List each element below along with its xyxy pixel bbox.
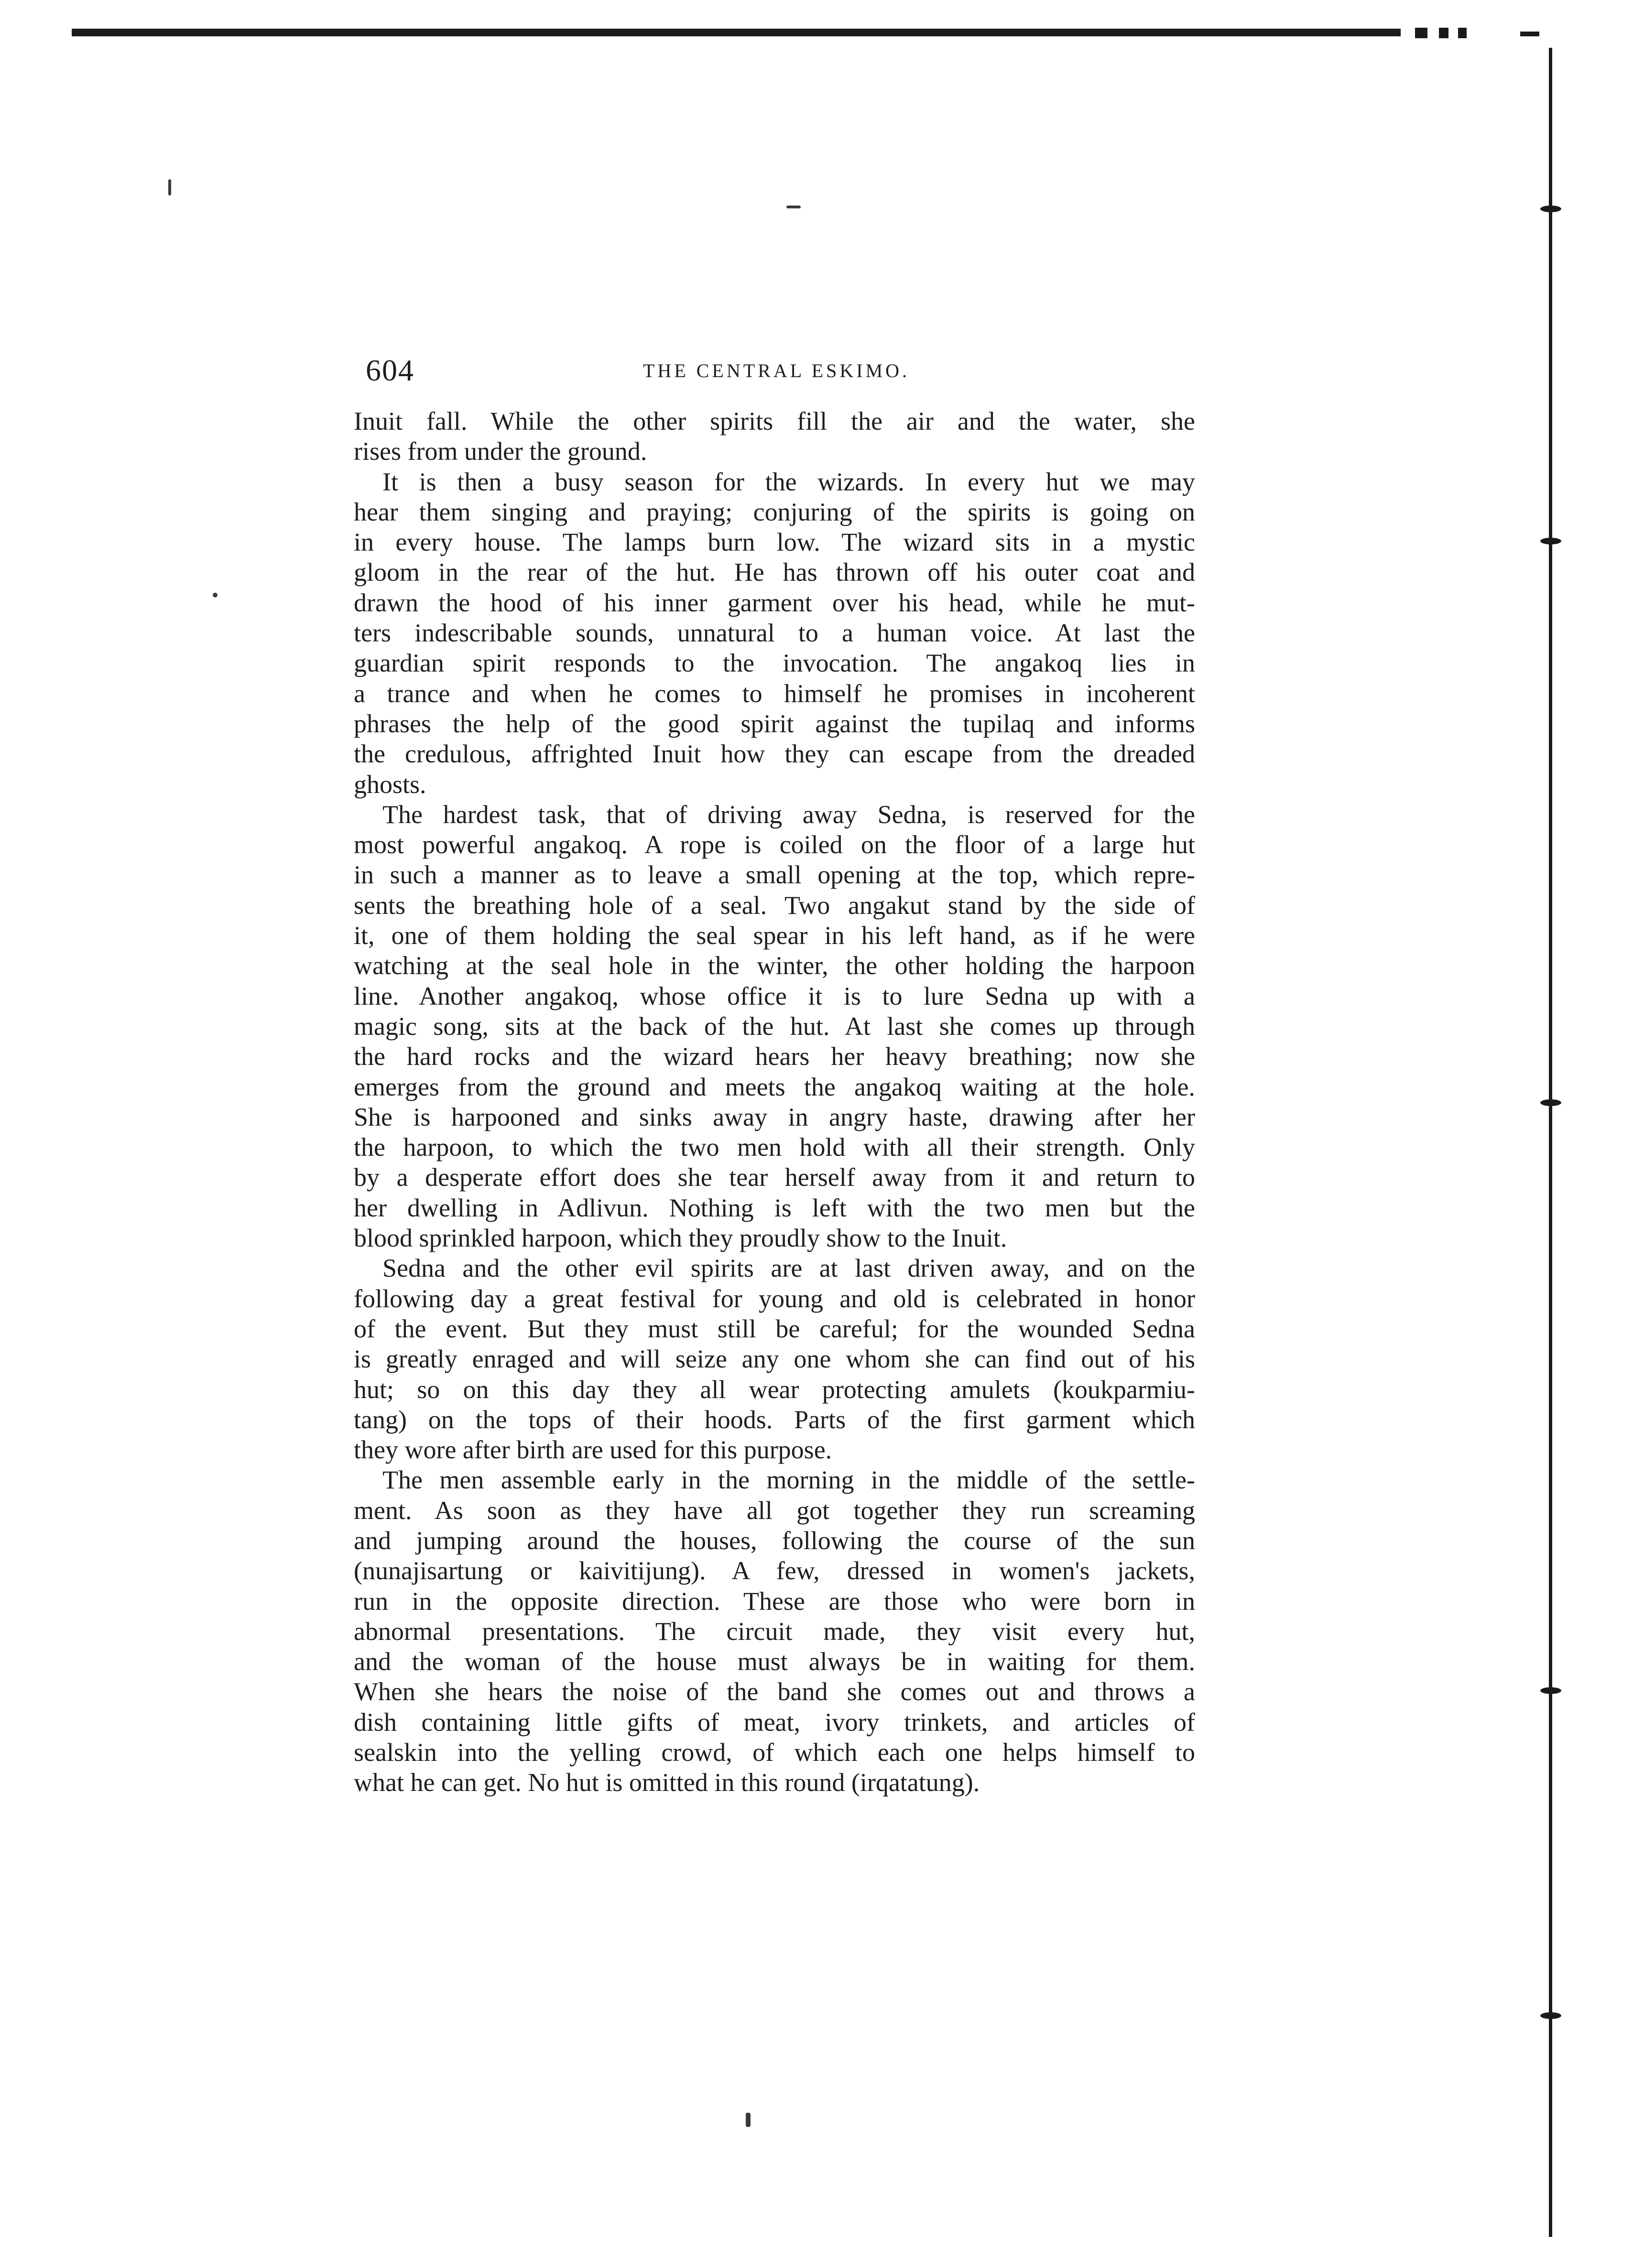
- text-line: hear them singing and praying; conjuring of the spirits is going on: [354, 497, 1195, 526]
- text-line: of the event. But they must still be careful; for the wounded Sedna: [354, 1314, 1195, 1343]
- text-line: hut; so on this day they all wear protecting amulets (koukparmiu-: [354, 1375, 1195, 1404]
- text-line: Inuit fall. While the other spirits fill the air and the water, she: [354, 407, 1195, 435]
- text-line: It is then a busy season for the wizards. In every hut we may: [382, 467, 1195, 496]
- text-line: in every house. The lamps burn low. The wizard sits in a mystic: [354, 528, 1195, 557]
- text-line: The hardest task, that of driving away Sedna, is reserved for the: [382, 800, 1195, 829]
- body-text: [354, 406, 1195, 1798]
- page-edge-line: [1549, 48, 1552, 2237]
- text-line: abnormal presentations. The circuit made, they visit every hut,: [354, 1617, 1195, 1646]
- text-line: in such a manner as to leave a small opening at the top, which repre-: [354, 860, 1195, 890]
- text-line: they wore after birth are used for this purpose.: [354, 1435, 832, 1465]
- text-line: following day a great festival for young and old is celebrated in honor: [354, 1284, 1195, 1313]
- text-line: the credulous, affrighted Inuit how they can escape from the dreaded: [354, 739, 1195, 769]
- text-line: and jumping around the houses, following the course of the sun: [354, 1526, 1195, 1555]
- text-line: Sedna and the other evil spirits are at last driven away, and on the: [382, 1254, 1195, 1283]
- text-line: dish containing little gifts of meat, ivory trinkets, and articles of: [354, 1707, 1195, 1736]
- text-line: tang) on the tops of their hoods. Parts of the first garment which: [354, 1405, 1195, 1434]
- page-edge-mark: [1540, 1687, 1561, 1694]
- text-line: phrases the help of the good spirit against the tupilaq and informs: [354, 709, 1195, 738]
- text-line: She is harpooned and sinks away in angry haste, drawing after her: [354, 1102, 1195, 1131]
- text-line: magic song, sits at the back of the hut. At last she comes up through: [354, 1011, 1195, 1041]
- page-edge-mark: [1540, 1099, 1561, 1106]
- ink-speck: [786, 206, 801, 208]
- text-line: the hard rocks and the wizard hears her heavy breathing; now she: [354, 1042, 1195, 1071]
- text-line: sealskin into the yelling crowd, of which each one helps himself to: [354, 1738, 1195, 1767]
- page-edge-mark: [1540, 2012, 1561, 2019]
- ink-speck: [746, 2113, 751, 2127]
- text-line: ters indescribable sounds, unnatural to a human voice. At last the: [354, 619, 1195, 648]
- top-rule-dash: [1520, 32, 1539, 36]
- text-line: emerges from the ground and meets the angakoq waiting at the hole.: [354, 1072, 1195, 1101]
- running-head-title: THE CENTRAL ESKIMO.: [643, 360, 910, 381]
- text-line: what he can get. No hut is omitted in this round (irqatatung).: [354, 1768, 980, 1797]
- text-line: it, one of them holding the seal spear in his left hand, as if he were: [354, 921, 1195, 950]
- top-rule-dash: [1458, 28, 1467, 38]
- text-line: guardian spirit responds to the invocation. The angakoq lies in: [354, 649, 1195, 678]
- text-line: her dwelling in Adlivun. Nothing is left with the two men but the: [354, 1193, 1195, 1222]
- page-edge-mark: [1540, 206, 1561, 212]
- text-line: ghosts.: [354, 770, 426, 799]
- text-line: blood sprinkled harpoon, which they proudly show to the Inuit.: [354, 1224, 1007, 1253]
- page-edge-mark: [1540, 538, 1561, 544]
- top-rule: [72, 29, 1401, 36]
- text-line: gloom in the rear of the hut. He has thrown off his outer coat and: [354, 558, 1195, 587]
- text-line: and the woman of the house must always be in waiting for them.: [354, 1647, 1195, 1676]
- text-line: most powerful angakoq. A rope is coiled on the floor of a large hut: [354, 830, 1195, 859]
- text-line: is greatly enraged and will seize any one whom she can find out of his: [354, 1345, 1195, 1374]
- text-line: When she hears the noise of the band she comes out and throws a: [354, 1677, 1195, 1706]
- text-line: a trance and when he comes to himself he promises in incoherent: [354, 679, 1195, 708]
- text-line: drawn the hood of his inner garment over his head, while he mut-: [354, 588, 1195, 617]
- page-number: 604: [366, 353, 414, 387]
- text-line: sents the breathing hole of a seal. Two angakut stand by the side of: [354, 890, 1195, 920]
- text-line: watching at the seal hole in the winter, the other holding the harpoon: [354, 951, 1195, 980]
- ink-speck: [168, 179, 171, 195]
- top-rule-dash: [1415, 28, 1427, 38]
- running-head: [366, 351, 1202, 390]
- text-line: line. Another angakoq, whose office it is to lure Sedna up with a: [354, 981, 1195, 1010]
- text-line: the harpoon, to which the two men hold with all their strength. Only: [354, 1133, 1195, 1162]
- top-rule-dash: [1439, 28, 1448, 38]
- text-line: by a desperate effort does she tear herself away from it and return to: [354, 1163, 1195, 1192]
- ink-speck: [213, 593, 218, 597]
- text-line: rises from under the ground.: [354, 437, 647, 466]
- text-line: run in the opposite direction. These are those who were born in: [354, 1586, 1195, 1616]
- text-line: The men assemble early in the morning in the middle of the settle-: [382, 1465, 1195, 1495]
- text-line: (nunajisartung or kaivitijung). A few, dressed in women's jackets,: [354, 1556, 1195, 1585]
- text-line: ment. As soon as they have all got together they run screaming: [354, 1496, 1195, 1525]
